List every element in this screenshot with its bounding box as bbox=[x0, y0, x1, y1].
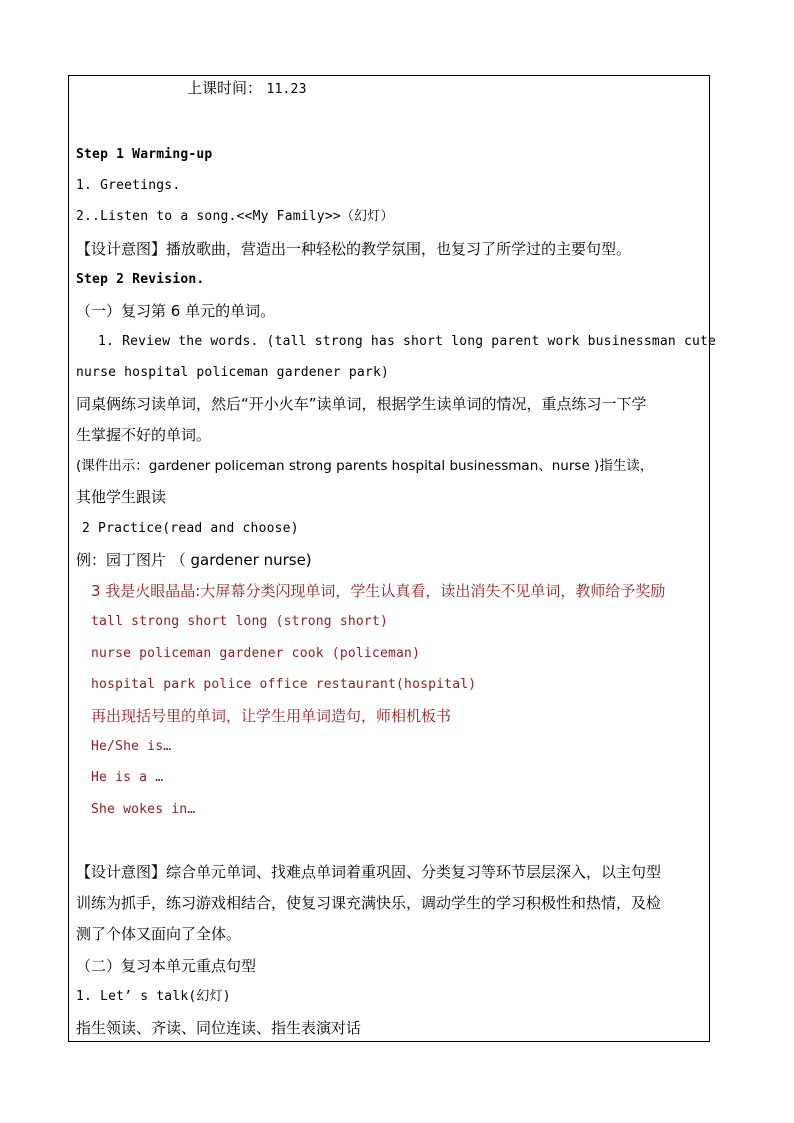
review-words-line-1: 1. Review the words. (tall strong has short long parent work businessman cute bbox=[98, 334, 717, 349]
class-time-label: 上课时间： bbox=[187, 79, 263, 97]
pair-practice-line-2: 生掌握不好的单词。 bbox=[76, 426, 212, 444]
sentence-pattern-2: He is a … bbox=[91, 770, 164, 785]
example-line: 例：园丁图片 （ gardener nurse) bbox=[76, 551, 312, 569]
sentence-pattern-1: He/She is… bbox=[91, 739, 172, 754]
review-words-line-2: nurse hospital policeman gardener park) bbox=[76, 365, 390, 380]
courseware-line-2: 其他学生跟读 bbox=[76, 488, 167, 506]
word-group-3: hospital park police office restaurant(hospital) bbox=[91, 677, 477, 692]
listen-song-line: 2..Listen to a song.<<My Family>>（幻灯） bbox=[76, 209, 394, 224]
design-intent-2-line-2: 训练为抓手，练习游戏相结合，使复习课充满快乐，调动学生的学习积极性和热情，及检 bbox=[76, 894, 662, 912]
sharp-eyes-game: 3 我是火眼晶晶:大屏幕分类闪现单词，学生认真看，读出消失不见单词，教师给予奖励 bbox=[91, 582, 666, 600]
design-intent-2-line-3: 测了个体又面向了全体。 bbox=[76, 925, 242, 943]
word-group-2: nurse policeman gardener cook (policeman) bbox=[91, 646, 421, 661]
design-intent-2-line-1: 【设计意图】综合单元单词、找难点单词着重巩固、分类复习等环节层层深入，以主句型 bbox=[76, 863, 662, 881]
courseware-line-1: (课件出示：gardener policeman strong parents hospital businessman、nurse )指生读， bbox=[76, 458, 654, 474]
review-sentence-patterns: （二）复习本单元重点句型 bbox=[76, 957, 257, 975]
word-group-1: tall strong short long (strong short) bbox=[91, 614, 388, 629]
practice-line: 2 Practice(read and choose) bbox=[82, 521, 299, 536]
greetings-line: 1. Greetings. bbox=[76, 178, 181, 193]
step2-heading: Step 2 Revision. bbox=[76, 272, 205, 287]
dialogue-practice-line: 指生领读、齐读、同位连读、指生表演对话 bbox=[76, 1019, 362, 1037]
class-time bbox=[187, 78, 307, 98]
sentence-pattern-3: She wokes in… bbox=[91, 802, 196, 817]
review-unit-words: （一）复习第 6 单元的单词。 bbox=[76, 302, 276, 320]
sentence-making-line: 再出现括号里的单词，让学生用单词造句，师相机板书 bbox=[91, 707, 452, 725]
class-time-value: 11.23 bbox=[266, 82, 307, 97]
pair-practice-line-1: 同桌俩练习读单词，然后“开小火车”读单词，根据学生读单词的情况，重点练习一下学 bbox=[76, 395, 647, 413]
lets-talk-line: 1. Let’ s talk(幻灯) bbox=[76, 989, 231, 1004]
design-intent-1: 【设计意图】播放歌曲，营造出一种轻松的教学氛围，也复习了所学过的主要句型。 bbox=[76, 240, 632, 258]
step1-heading: Step 1 Warming-up bbox=[76, 147, 213, 162]
